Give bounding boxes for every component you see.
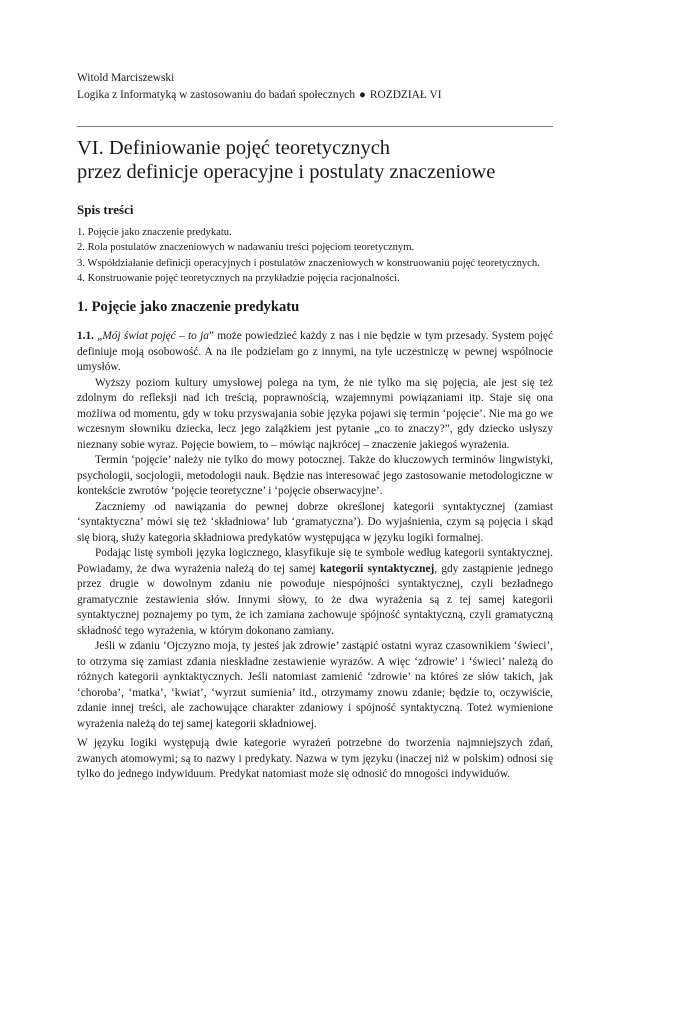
paragraph: Wyższy poziom kultury umysłowej polega na tym, że nie tylko ma się pojęcia, ale jest się też zdolnym do refleksji nad ich treścią, poprawnością, wzajemnymi powiązaniami itp. Staje się ona możliwa od momentu, gdy w toku przyswajania sobie języka pojawi się termin ‘pojęcie’. Nie ma go we wczesnym słowniku dziecka, lecz jego zalążkiem jest pytanie „co to znaczy?”, gdy dziecko usłyszy nieznany sobie wyraz. Pojęcie bowiem, to – mówiąc najkrócej – znaczenie jakiegoś wyrażenia. [77, 376, 553, 451]
example-note: Jeśli w zdaniu ‘Ojczyzno moja, ty jesteś jak zdrowie’ zastąpić ostatni wyraz czasownikiem ‘świeci’, to otrzyma się zamiast zdania nieskładne zestawienie wyrazów. A więc ‘zdrowie’ i ‘świeci’ należą do różnych kategorii aynktaktycznych. Jeśli natomiast zamienić ‘zdrowie’ na któreś ze słów takich, jak ‘choroba’, ‘matka’, ‘kwiat’, ‘wyrzut sumienia’ itd., otrzymamy znowu zdanie; będzie to, oczywiście, zdanie innej treści, ale zachowujące charakter zdaniowy i spójność syntaktyczną. Toteż wymienione wyrażenia należą do tej samej kategorii składniowej. [77, 640, 553, 730]
header-bullet: ● [359, 89, 366, 101]
toc-item: 3. Współdziałanie definicji operacyjnych i postulatów znaczeniowych w konstruowaniu pojęć teoretycznych. [77, 257, 540, 269]
document-page [77, 70, 553, 783]
paragraph-text: Podając listę symboli języka logicznego, klasyfikuje się te symbole według kategorii syntaktycznej. Powiadamy, że dwa wyrażenia należą do tej samej [77, 547, 553, 575]
italic-quote: Mój świat pojęć – to ja [102, 330, 209, 343]
header-author: Witold Marciszewski [77, 72, 175, 84]
toc-title: Spis treści [77, 202, 134, 217]
toc-item: 4. Konstruowanie pojęć teoretycznych na przykładzie pojęcia racjonalności. [77, 272, 400, 284]
paragraph-1-1 [77, 329, 553, 376]
header-rule [77, 126, 553, 127]
section-body [77, 329, 553, 783]
quote-open: „ [94, 330, 103, 343]
table-of-contents [77, 202, 553, 286]
chapter-title [77, 136, 553, 184]
header-book-title: Logika z Informatyką w zastosowaniu do badań społecznych [77, 89, 356, 101]
bold-term: kategorii syntaktycznej [319, 562, 435, 575]
paragraph-number: 1.1. [77, 330, 95, 343]
paragraph-text: ” może powiedzieć każdy z nas i nie będzie w tym przesady. System pojęć definiuje moją osobowość. A na ile podzielam go z innymi, na tyle uczestniczę w pewnej wspólnocie umysłów. [77, 330, 553, 374]
section-heading: 1. Pojęcie jako znaczenie predykatu [77, 299, 300, 316]
chapter-title-line-1: VI. Definiowanie pojęć teoretycznych [77, 137, 391, 159]
paragraph: Termin ‘pojęcie’ należy nie tylko do mowy potocznej. Także do kluczowych terminów lingwistyki, psychologii, socjologii, metodologii nauk. Będzie nas interesować jego zastosowanie metodologiczne w kontekście zwrotów ‘pojęcie teoretyczne’ i ‘pojęcie obserwacyjne’. [77, 454, 553, 498]
header-chapter: ROZDZIAŁ VI [369, 89, 442, 101]
header-book-line [77, 87, 553, 104]
running-header [77, 70, 553, 104]
paragraph [77, 546, 553, 639]
toc-item: 2. Rola postulatów znaczeniowych w nadawaniu treści pojęciom teoretycznym. [77, 242, 415, 254]
paragraph: W języku logiki występują dwie kategorie wyrażeń potrzebne do tworzenia najmniejszych zdań, zwanych atomowymi; są to nazwy i predykaty. Nazwa w tym języku (inaczej niż w polskim) odnosi się tylko do jednego indywiduum. Predykat natomiast może się odnosić do mnogości indywiduów. [77, 737, 553, 781]
paragraph: Zaczniemy od nawiązania do pewnej dobrze określonej kategorii syntaktycznej (zamiast ‘syntaktyczna’ mówi się też ‘składniowa’ lub ‘gramatyczna’). Do wyjaśnienia, czym są pojęcia i skąd się biorą, służy kategoria składniowa predykatów występująca w języku logiki formalnej. [77, 500, 553, 544]
toc-item: 1. Pojęcie jako znaczenie predykatu. [77, 227, 232, 238]
paragraph-text: , gdy zastąpienie jednego przez drugie w dowolnym zdaniu nie powoduje niespójności syntaktycznej, czyli bezładnego gramatycznie zestawienia słów. Innymi słowy, to że dwa wyrażenia są z tej samej kategorii syntaktycznej poznajemy po tym, że ich zamiana zachowuje spójność syntaktyczną, czyli gramatyczną składność tego wyrażenia, w którym dokonano zamiany. [77, 562, 554, 637]
chapter-title-line-2: przez definicje operacyjne i postulaty znaczeniowe [77, 161, 496, 183]
